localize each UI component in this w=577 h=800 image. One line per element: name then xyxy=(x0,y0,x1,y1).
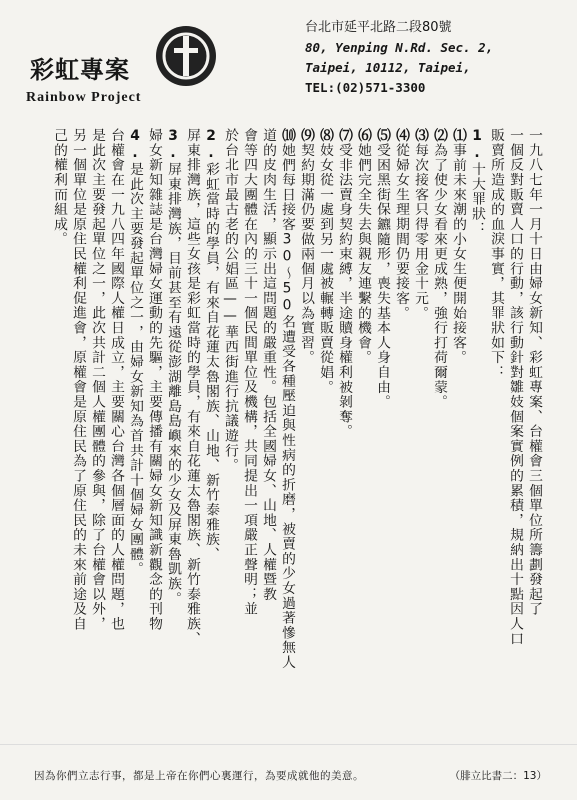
point-column-text: 己的權利而組成。 xyxy=(51,128,67,247)
logo-english: Rainbow Project xyxy=(26,90,142,105)
crime-item-column xyxy=(450,128,466,365)
crime-item-column-number: ⑷ xyxy=(393,128,409,143)
point-column xyxy=(165,128,181,606)
crime-item-column xyxy=(393,128,409,320)
crime-item-column-number: ⑴ xyxy=(450,128,466,143)
crime-item-column xyxy=(412,128,428,320)
crime-item-column xyxy=(298,128,314,365)
crime-item-column-text: 道的皮肉生活，顯示出這問題的嚴重性。包括全國婦女、山地、人權暨教 xyxy=(260,128,276,602)
intro-column xyxy=(488,128,504,380)
point-column xyxy=(51,128,67,246)
point-column-number: 4. xyxy=(127,128,143,162)
address-english-line2: Taipei, 10112, Taipei, xyxy=(305,60,471,75)
crime-item-column-text: 每次接客只得零用金十元。 xyxy=(412,142,428,321)
vertical-text-body xyxy=(30,128,543,740)
crime-item-column-text: 妓女從一處到另一處被輾轉販賣從娼。 xyxy=(317,142,333,395)
crime-item-column xyxy=(336,128,352,439)
crime-item-column-text: 契約期滿仍要做兩個月以為實習。 xyxy=(298,142,314,365)
intro-column-text: 一九八七年一月十日由婦女新知、彩虹專案、台權會三個單位所籌劃發起了 xyxy=(526,128,542,617)
point-column-text: 婦女新知雜誌是台灣婦女運動的先驅，主要傳播有關婦女新知識新觀念的刊物 xyxy=(146,128,162,632)
letterhead-logo xyxy=(24,22,224,112)
address-english-line1: 80, Yenping N.Rd. Sec. 2, xyxy=(305,40,494,55)
point-column xyxy=(70,128,86,631)
footer-divider xyxy=(0,744,577,745)
crime-item-column-text: 受困黑街保鑣隨形，喪失基本人身自由。 xyxy=(374,142,390,410)
crime-item-column-number: ⑺ xyxy=(336,128,352,143)
point-column-number: 2. xyxy=(203,128,219,162)
point-column-number: 3. xyxy=(165,128,181,162)
crime-item-column xyxy=(260,128,276,602)
crime-item-column-text: 為了使少女看來更成熟，強行打荷爾蒙。 xyxy=(431,142,447,410)
footer-verse: 因為你們立志行事，都是上帝在你們心裏運行，為要成就他的美意。 xyxy=(34,770,364,782)
point-column xyxy=(127,128,143,576)
crime-item-column xyxy=(317,128,333,394)
crime-heading-column-number: 1. xyxy=(469,128,485,162)
intro-column xyxy=(526,128,542,616)
crime-item-column-text: 她們完全失去與親友連繫的機會。 xyxy=(355,142,371,365)
crime-item-column-number: ⑵ xyxy=(431,128,447,143)
crime-item-column xyxy=(355,128,371,365)
point-column xyxy=(184,128,200,646)
crime-item-column-number: ⑽ xyxy=(279,128,295,143)
crime-item-column-number: ⑻ xyxy=(317,128,333,143)
address-chinese: 台北市延平北路二段80號 xyxy=(305,20,452,35)
intro-column-text: 販賣所造成的血淚事實，其罪狀如下： xyxy=(488,128,504,380)
crime-item-column-text: 受非法賣身契約束縛，半途贖身權利被剝奪。 xyxy=(336,142,352,439)
crime-item-column-text: 從婦女生理期間仍要接客。 xyxy=(393,142,409,321)
rainbow-cross-logo-icon xyxy=(154,24,218,88)
crime-heading-column xyxy=(469,128,485,236)
point-column xyxy=(146,128,162,631)
crime-item-column xyxy=(222,128,238,473)
crime-item-column xyxy=(374,128,390,409)
footer-verse-reference: （腓立比書二：13） xyxy=(449,770,547,782)
point-column xyxy=(203,128,219,562)
crime-item-column-text: 事前未來潮的小女生便開始接客。 xyxy=(450,142,466,365)
point-column-text: 是此次主要發起單位之一，由婦女新知為首共計十個婦女團體。 xyxy=(127,162,143,577)
crime-item-column xyxy=(431,128,447,409)
point-column-text: 另一個單位是原住民權利促進會，原權會是原住民為了原住民的未來前途及自 xyxy=(70,128,86,632)
point-column-text: 是此次主要發起單位之一，此次共計二個人權團體的參與，除了台權會以外， xyxy=(89,128,105,632)
crime-item-column-text: 於台北市最古老的公娼區——華西街進行抗議遊行。 xyxy=(222,128,238,473)
intro-column xyxy=(507,128,523,646)
crime-item-column-number: ⑹ xyxy=(355,128,371,143)
crime-item-column-number: ⑸ xyxy=(374,128,390,143)
crime-heading-column-text: 十大罪狀： xyxy=(469,162,485,236)
point-column xyxy=(89,128,105,631)
point-column-text: 屏東排灣族，這些女孩是彩虹當時的學員，有來自花蓮太魯閣族、新竹泰雅族、 xyxy=(184,128,200,646)
point-column-text: 彩虹當時的學員，有來自花蓮太魯閣族、山地、新竹泰雅族、 xyxy=(203,162,219,562)
crime-item-column xyxy=(241,128,257,616)
telephone: TEL:(02)571-3300 xyxy=(305,80,426,95)
point-column-text: 屏東排灣族，目前甚至有遠從澎湖離島島嶼來的少女及屏東魯凱族。 xyxy=(165,162,181,606)
crime-item-column xyxy=(279,128,295,670)
crime-item-column-text: 會等四大團體在內的三十一個民間單位及機構，共同提出一項嚴正聲明；並 xyxy=(241,128,257,617)
crime-item-column-number: ⑼ xyxy=(298,128,314,143)
crime-item-column-number: ⑶ xyxy=(412,128,428,143)
logo-title: 彩虹專案 xyxy=(30,55,130,84)
crime-item-column-text: 她們每日接客30～50名遭受各種壓迫與性病的折磨，被賣的少女過著慘無人 xyxy=(279,142,295,670)
letterhead-address xyxy=(305,18,565,98)
intro-column-text: 一個反對販賣人口的行動，該行動針對雛妓個案實例的累積，規納出十點因人口 xyxy=(507,128,523,646)
point-column xyxy=(108,128,124,631)
point-column-text: 台權會在一九八四年國際人權日成立，主要關心台灣各個層面的人權問題，也 xyxy=(108,128,124,632)
